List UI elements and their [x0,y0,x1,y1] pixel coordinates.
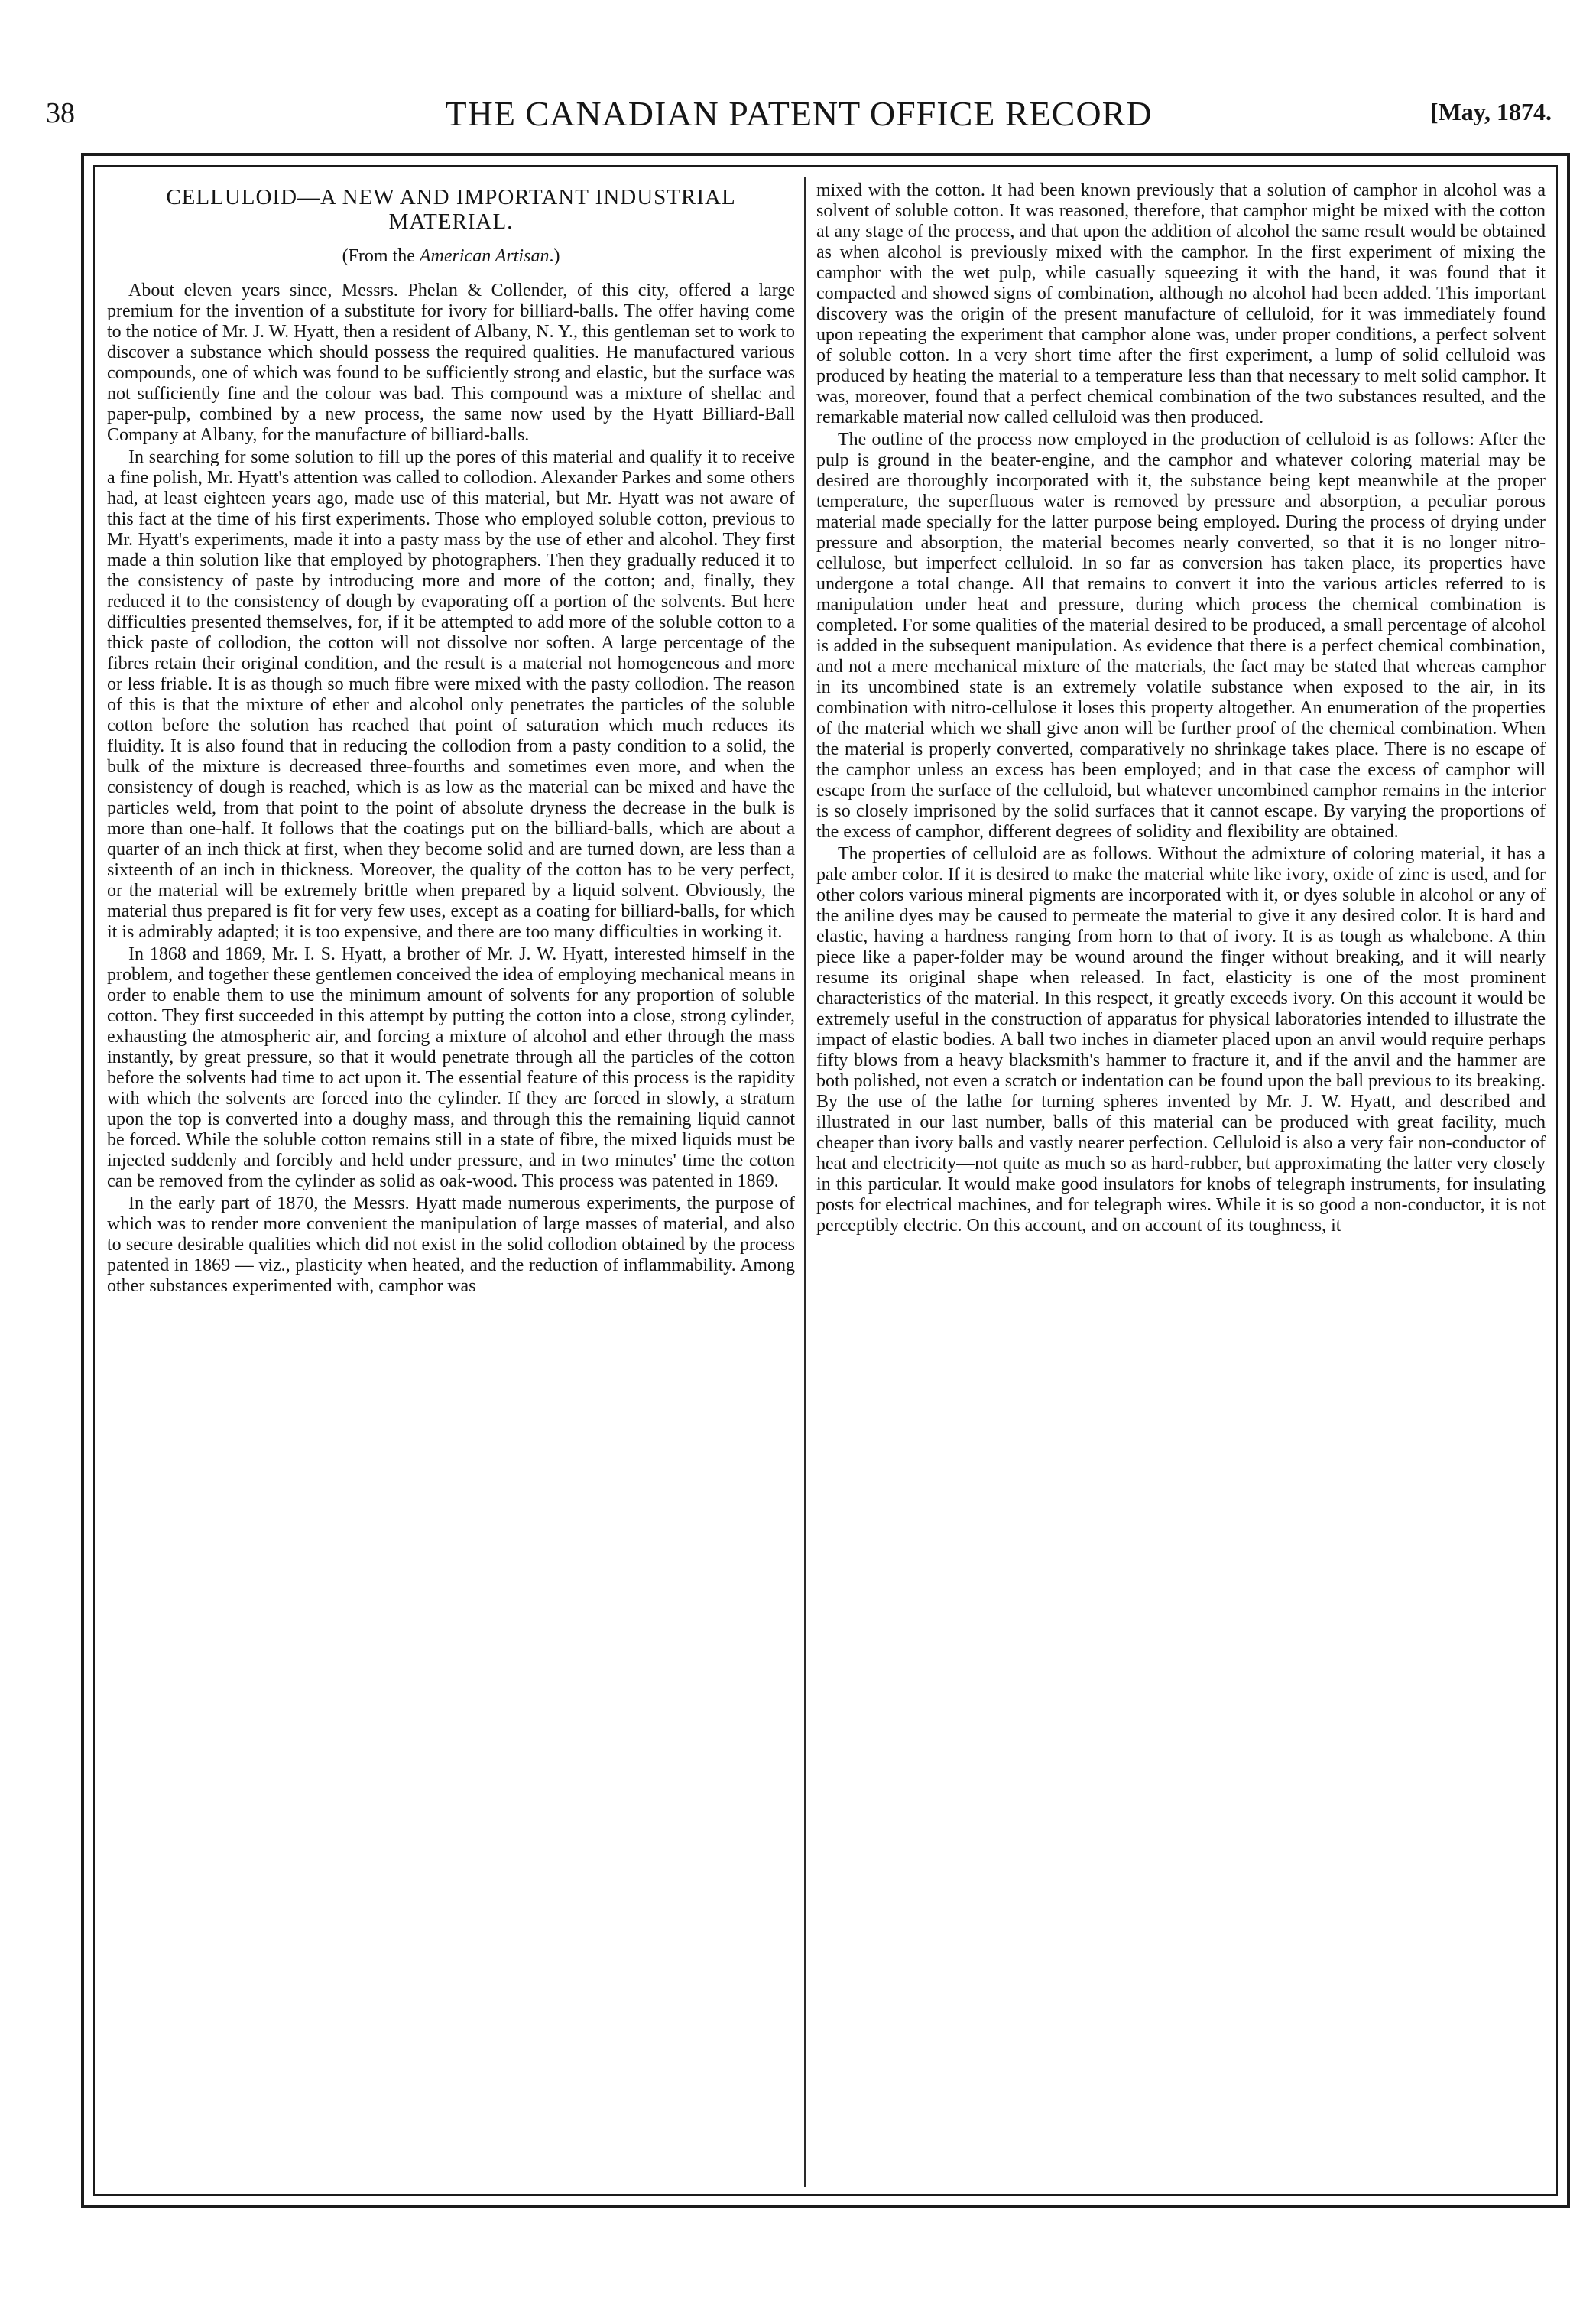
column-divider-rule [804,177,806,2187]
source-prefix: (From the [342,246,420,266]
source-publication: American Artisan [419,246,550,266]
journal-title: THE CANADIAN PATENT OFFICE RECORD [445,94,1153,133]
body-paragraph: The outline of the process now employed in the production of celluloid is as follows: After the pulp is ground in the beater-engine, and the camphor and whatever coloring material may be desired are thoroughly incorporated with it, the substance being kept meanwhile at the proper temperature, the superfluous water is removed by pressure and absorption, a peculiar porous material made specially for the latter purpose being employed. During the process of drying under pressure and absorption, the material becomes nearly converted, so that it is no longer nitro-cellulose, but imperfect celluloid. In so far as conversion has taken place, its properties have undergone a total change. All that remains to convert it into the various articles referred to is manipulation under heat and pressure, during which process the chemical combination is completed. For some qualities of the material desired to be produced, a small percentage of alcohol is added in the subsequent manipulation. As evidence that there is a perfect chemical combination, and not a mere mechanical mixture of the materials, the fact may be stated that whereas camphor in its uncombined state is an extremely volatile substance when exposed to the air, in its combination with nitro-cellulose it loses this property altogether. An enumeration of the properties of the material which we shall give anon will be further proof of the chemical combination. When the material is properly converted, comparatively no shrinkage takes place. There is no escape of the camphor unless an excess has been employed; and in that case the excess of camphor will escape from the surface of the celluloid, but whatever uncombined camphor remains in the interior is so closely imprisoned by the solid surfaces that it cannot escape. By varying the proportions of the excess of camphor, different degrees of solidity and flexibility are obtained. [816,430,1546,842]
body-paragraph: In searching for some solution to fill up the pores of this material and qualify it to receive a fine polish, Mr. Hyatt's attention was called to collodion. Alexander Parkes and some others had, at least eighteen years ago, made use of this material, but Mr. Hyatt was not aware of this fact at the time of his first experiments. Those who employed soluble cotton, previous to Mr. Hyatt's experiments, made it into a pasty mass by the use of ether and alcohol. They first made a thin solution like that employed by photographers. Then they gradually reduced it to the consistency of paste by introducing more and more of the cotton; and, finally, they reduced it to the consistency of dough by evaporating off a portion of the solvents. But here difficulties presented themselves, for, if it be attempted to add more of the soluble cotton to a thick paste of collodion, the cotton will not dissolve nor soften. A large percentage of the fibres retain their original condition, and the result is a material not homogeneous and more or less friable. It is as though so much fibre were mixed with the pasty collodion. The reason of this is that the mixture of ether and alcohol only penetrates the particles of the soluble cotton before the solution has reached that point of saturation which much reduces its fluidity. It is also found that in reducing the collodion from a pasty condition to a solid, the bulk of the mixture is decreased three-fourths and sometimes even more, and when the consistency of dough is reached, which is as low as the material can be mixed and have the particles weld, from that point to the point of absolute dryness the decrease in the bulk is more than one-half. It follows that the coatings put on the billiard-balls, which are about a quarter of an inch thick at first, when they become solid and are turned down, are less than a sixteenth of an inch in thickness. Moreover, the quality of the cotton has to be very perfect, or the material will be extremely brittle when prepared by a liquid solvent. Obviously, the material thus prepared is fit for very few uses, except as a coating for billiard-balls, for which it is admirably adapted; it is too expensive, and there are too many difficulties in working it. [107,447,795,942]
body-paragraph-continued: mixed with the cotton. It had been known previously that a solution of camphor in alcohol was a solvent of soluble cotton. It was reasoned, therefore, that camphor might be mixed with the cotton at any stage of the process, and that upon the addition of alcohol the same result would be obtained as when alcohol is previously mixed with the camphor. In the first experiment of mixing the camphor with the wet pulp, while casually squeezing it with the hand, it was found that it compacted and showed signs of combination, although no alcohol had been added. This important discovery was the origin of the present manufacture of celluloid, for it was immediately found upon repeating the experiment that camphor alone was, under proper conditions, a perfect solvent of soluble cotton. In a very short time after the first experiment, a lump of solid celluloid was produced by heating the material to a temperature less than that necessary to melt solid camphor. It was, moreover, found that a perfect chemical combination of the two substances resulted, and the remarkable material now called celluloid was then produced. [816,180,1546,427]
source-suffix: .) [549,246,560,266]
running-head [46,90,1552,144]
body-paragraph: In 1868 and 1869, Mr. I. S. Hyatt, a brother of Mr. J. W. Hyatt, interested himself in the problem, and together these gentlemen conceived the idea of employing mechanical means in order to enable them to use the minimum amount of solvents for any proportion of soluble cotton. They first succeeded in this attempt by putting the cotton into a close, strong cylinder, exhausting the atmospheric air, and forcing a mixture of alcohol and ether through the mass instantly, by great pressure, so that it would penetrate through all the particles of the cotton before the solvents had time to act upon it. The essential feature of this process is the rapidity with which the solvents are forced into the cylinder. If they are forced in slowly, a stratum upon the top is converted into a doughy mass, and through this the remaining liquid cannot be forced. While the soluble cotton remains still in a state of fibre, the mixed liquids must be injected suddenly and forcibly and held under pressure, and in two minutes' time the cotton can be removed from the cylinder as solid as oak-wood. This process was patented in 1869. [107,944,795,1191]
page-number: 38 [46,97,75,129]
issue-date: [May, 1874. [1429,98,1552,125]
right-column [816,180,1546,2196]
article-title: CELLULOID—A NEW AND IMPORTANT INDUSTRIAL MATERIAL. [166,185,736,234]
left-column [107,180,795,2196]
body-paragraph: In the early part of 1870, the Messrs. Hyatt made numerous experiments, the purpose of which was to render more convenient the manipulation of large masses of material, and also to secure desirable qualities which did not exist in the solid collodion obtained by the process patented in 1869 — viz., plasticity when heated, and the reduction of inflammability. Among other substances experimented with, camphor was [107,1194,795,1296]
body-paragraph: About eleven years since, Messrs. Phelan & Collender, of this city, offered a large premium for the invention of a substitute for ivory for billiard-balls. The offer having come to the notice of Mr. J. W. Hyatt, then a resident of Albany, N. Y., this gentleman set to work to discover a substance which should possess the required qualities. He manufactured various compounds, one of which was found to be sufficiently strong and elastic, but the surface was not sufficiently fine and the colour was bad. This compound was a mixture of shellac and paper-pulp, combined by a new process, the same now used by the Hyatt Billiard-Ball Company at Albany, for the manufacture of billiard-balls. [107,281,795,445]
body-paragraph: The properties of celluloid are as follows. Without the admixture of coloring material, it has a pale amber color. If it is desired to make the material white like ivory, oxide of zinc is used, and for other colors various mineral pigments are incorporated with it, or dyes soluble in alcohol or any of the aniline dyes may be caused to permeate the material to give it any desired color. It is hard and elastic, having a hardness ranging from horn to that of ivory. It is as tough as whalebone. A thin piece like a paper-folder may be wound around the finger without breaking, and it will nearly resume its original shape when released. In fact, elasticity is one of the most prominent characteristics of the material. In this respect, it greatly exceeds ivory. On this account it would be extremely useful in the construction of apparatus for physical laboratories intended to illustrate the impact of elastic bodies. A ball two inches in diameter placed upon an anvil would require perhaps fifty blows from a heavy blacksmith's hammer to fracture it, and if the anvil and the hammer are both polished, not even a scratch or indentation can be found upon the ball previous to its breaking. By the use of the lathe for turning spheres invented by Mr. J. W. Hyatt, and described and illustrated in our last number, balls of this material can be produced with great facility, much cheaper than ivory balls and vastly nearer perfection. Celluloid is also a very fair non-conductor of heat and electricity—not quite as much so as hard-rubber, but approximating the latter very closely in this particular. It would make good insulators for knobs of telegraph instruments, for insulating posts for electrical machines, and for telegraph wires. While it is so good a non-conductor, it is not perceptibly electric. On this account, and on account of its toughness, it [816,844,1546,1236]
source-line [107,246,795,267]
